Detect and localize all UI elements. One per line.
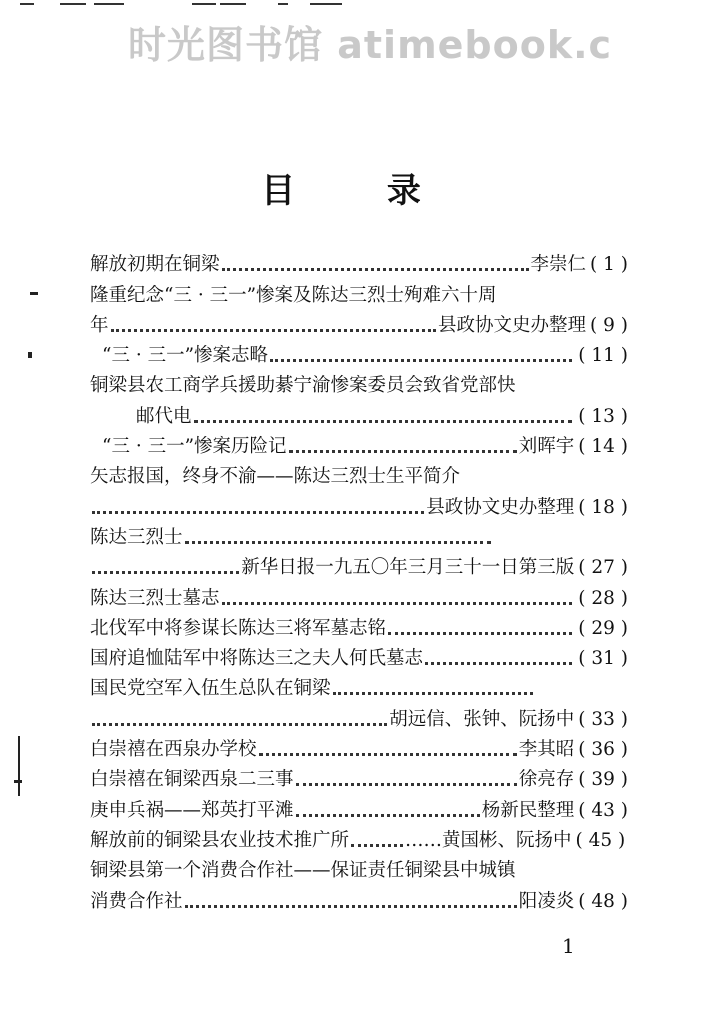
page-number: 1	[562, 934, 575, 958]
toc-entry-page: ( 45 )	[575, 829, 626, 851]
toc-entry-page: ( 28 )	[578, 587, 628, 609]
toc-entry	[90, 397, 628, 427]
watermark: 时光图书馆 atimebook.c	[128, 23, 613, 67]
toc-entry-author: 李其昭	[518, 739, 575, 761]
toc-entry	[90, 519, 628, 549]
toc-entry	[90, 549, 628, 579]
toc-entry-author: 杨新民整理	[481, 799, 575, 821]
toc-entry-title: 铜梁县农工商学兵援助綦宁渝惨案委员会致省党部快	[90, 375, 516, 397]
leader-dots	[111, 321, 437, 332]
toc-entry-title: 白崇禧在西泉办学校	[90, 739, 257, 761]
toc-entry-title: 铜梁县第一个消费合作社——保证责任铜梁县中城镇	[90, 860, 516, 882]
leader-dots	[92, 563, 239, 574]
toc-entry	[90, 579, 628, 609]
toc-entry-page: ( 27 )	[578, 557, 628, 579]
toc-entry	[90, 700, 628, 730]
toc-entry-title: 国府追恤陆军中将陈达三之夫人何氏墓志	[90, 648, 424, 670]
leader-dots	[194, 412, 573, 423]
toc-entry-page: ( 1 )	[590, 254, 628, 276]
top-scan-rules	[20, 0, 340, 10]
table-of-contents	[90, 246, 628, 913]
toc-entry	[90, 276, 628, 306]
toc-entry-author: 阳凌炎	[518, 890, 575, 912]
toc-entry-title: 消费合作社	[90, 890, 183, 912]
toc-entry-page: ( 11 )	[578, 345, 628, 367]
leader-dots	[333, 684, 533, 695]
toc-entry-author: 新华日报一九五〇年三月三十一日第三版	[241, 557, 575, 579]
leader-dots	[185, 897, 517, 908]
leader-dots	[92, 715, 387, 726]
leader-dots	[222, 594, 573, 605]
toc-entry-page: ( 43 )	[578, 799, 628, 821]
toc-entry-title: 陈达三烈士	[90, 526, 183, 548]
toc-entry-page: ( 36 )	[578, 739, 628, 761]
toc-entry	[90, 488, 628, 518]
toc-entry-title: 国民党空军入伍生总队在铜梁	[90, 678, 331, 700]
leader-dots	[296, 806, 480, 817]
toc-entry	[90, 822, 628, 852]
toc-entry	[90, 791, 628, 821]
leader-dots	[92, 503, 424, 514]
toc-entry-title: 邮代电	[136, 405, 192, 427]
binding-mark	[18, 736, 20, 796]
leader-dots	[259, 745, 517, 756]
toc-entry-page: ( 13 )	[578, 405, 628, 427]
toc-entry-title: 解放前的铜梁县农业技术推广所	[90, 829, 350, 851]
leader-dots	[425, 654, 572, 665]
toc-entry-page: ( 29 )	[578, 617, 628, 639]
leader-dots	[296, 775, 517, 786]
toc-entry-page: ( 9 )	[590, 314, 628, 336]
toc-entry-title: 年	[90, 314, 109, 336]
toc-entry-author: ……黄国彬、阮扬中	[405, 829, 572, 851]
toc-entry-title: “三 · 三一”惨案历险记	[102, 436, 287, 458]
leader-dots	[185, 533, 491, 544]
toc-entry-author: 县政协文史办整理	[438, 314, 587, 336]
toc-entry	[90, 610, 628, 640]
toc-entry	[90, 458, 628, 488]
toc-entry	[90, 367, 628, 397]
toc-entry-page: ( 39 )	[578, 769, 628, 791]
leader-dots	[351, 836, 403, 847]
page-title: 目 录	[261, 171, 461, 211]
toc-entry-author: 县政协文史办整理	[426, 496, 575, 518]
scan-speck	[28, 352, 32, 358]
toc-entry-author: 刘晖宇	[518, 436, 575, 458]
toc-entry	[90, 307, 628, 337]
binding-mark	[14, 780, 22, 783]
toc-entry-title: 隆重纪念“三 · 三一”惨案及陈达三烈士殉难六十周	[90, 284, 497, 306]
toc-entry-page: ( 18 )	[578, 496, 628, 518]
toc-entry-page: ( 14 )	[578, 436, 628, 458]
leader-dots	[270, 351, 572, 362]
toc-entry-author: 李崇仁	[530, 254, 587, 276]
toc-entry	[90, 428, 628, 458]
toc-entry-title: 庚申兵祸——郑英打平滩	[90, 799, 294, 821]
toc-entry-title: 北伐军中将参谋长陈达三将军墓志铭	[90, 617, 387, 639]
leader-dots	[289, 442, 517, 453]
toc-entry	[90, 246, 628, 276]
toc-entry-author: 徐亮存	[518, 769, 575, 791]
toc-entry-page: ( 48 )	[578, 890, 628, 912]
toc-entry-author: 胡远信、张钟、阮扬中	[389, 708, 575, 730]
leader-dots	[388, 624, 572, 635]
toc-entry	[90, 882, 628, 912]
leader-dots	[222, 260, 529, 271]
toc-entry-title: “三 · 三一”惨案志略	[102, 345, 269, 367]
toc-entry	[90, 852, 628, 882]
toc-entry	[90, 761, 628, 791]
toc-entry-title: 白崇禧在铜梁西泉二三事	[90, 769, 294, 791]
toc-entry	[90, 337, 628, 367]
toc-entry-title: 解放初期在铜梁	[90, 254, 220, 276]
toc-entry-title: 陈达三烈士墓志	[90, 587, 220, 609]
toc-entry-title: 矢志报国，终身不渝——陈达三烈士生平简介	[90, 466, 461, 488]
scan-speck	[30, 292, 38, 295]
toc-entry-page: ( 31 )	[578, 648, 628, 670]
toc-entry	[90, 640, 628, 670]
toc-entry	[90, 731, 628, 761]
toc-entry-page: ( 33 )	[578, 708, 628, 730]
toc-entry	[90, 670, 628, 700]
